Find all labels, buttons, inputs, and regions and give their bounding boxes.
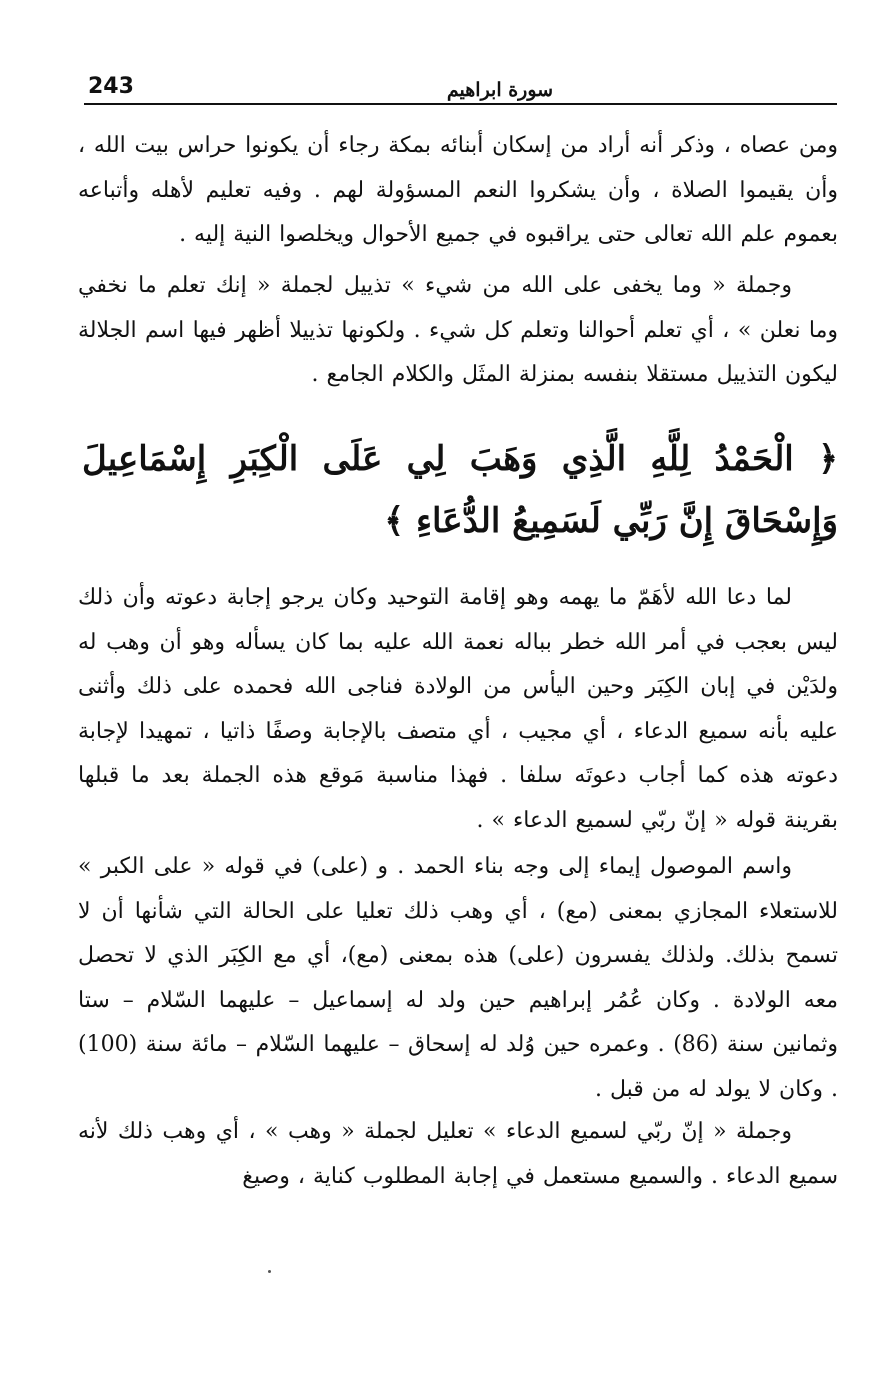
paragraph-5-text: وجملة « إنّ ربّي لسميع الدعاء » تعليل لجملة « وهب » ، أي وهب ذلك لأنه سميع الدعاء . والسميع مستعمل في إجابة المطلوب كناية ، وصيغ bbox=[78, 1119, 838, 1189]
header-rule bbox=[84, 103, 837, 105]
page-number: 243 bbox=[88, 74, 134, 99]
paragraph-5 bbox=[78, 1110, 838, 1199]
paragraph-2 bbox=[78, 264, 838, 398]
scan-speck bbox=[268, 1270, 271, 1273]
paragraph-2-text: وجملة « وما يخفى على الله من شيء » تذييل لجملة « إنك تعلم ما نخفي وما نعلن » ، أي تعلم أحوالنا وتعلم كل شيء . ولكونها تذييلا أظهر فيها اسم الجلالة ليكون التذييل مستقلا بنفسه بمنزلة المثَل والكلام الجامع . bbox=[78, 273, 838, 387]
paragraph-1 bbox=[78, 124, 838, 258]
paragraph-3 bbox=[78, 576, 838, 843]
paragraph-4-text: واسم الموصول إيماء إلى وجه بناء الحمد . و (على) في قوله « على الكبر » للاستعلاء المجازي بمعنى (مع) ، أي وهب ذلك تعليا على الحالة التي شأنها أن لا تسمح بذلك. ولذلك يفسرون (على) هذه بمعنى (مع)، أي مع الكِبَر الذي لا تحصل معه الولادة . وكان عُمُر إبراهيم حين ولد له إسماعيل – عليهما السّلام – ستا وثمانين سنة (86) . وعمره حين وُلد له إسحاق – عليهما السّلام – مائة سنة (100) . وكان لا يولد له من قبل . bbox=[78, 854, 838, 1102]
paragraph-1-text: ومن عصاه ، وذكر أنه أراد من إسكان أبنائه بمكة رجاء أن يكونوا حراس بيت الله ، وأن يقيموا الصلاة ، وأن يشكروا النعم المسؤولة لهم . وفيه تعليم لأهله وأتباعه بعموم علم الله تعالى حتى يراقبوه في جميع الأحوال ويخلصوا النية إليه . bbox=[78, 133, 838, 247]
verse-text: الْحَمْدُ لِلَّهِ الَّذِي وَهَبَ لِي عَلَى الْكِبَرِ إِسْمَاعِيلَ وَإِسْحَاقَ إِنَّ رَبِّي لَسَمِيعُ الدُّعَاءِ bbox=[82, 439, 838, 541]
paragraph-4 bbox=[78, 845, 838, 1112]
paragraph-3-text: لما دعا الله لأهَمّ ما يهمه وهو إقامة التوحيد وكان يرجو إجابة دعوته وأن ذلك ليس بعجب في أمر الله خطر بباله نعمة الله عليه بما كان يسأله وهو أن وهب له ولدَيْن في إبان الكِبَر وحين اليأس من الولادة فناجى الله فحمده على ذلك وأثنى عليه بأنه سميع الدعاء ، أي مجيب ، أي متصف بالإجابة وصفًا ذاتيا ، تمهيدا لإجابة دعوته هذه كما أجاب دعوتَه سلفا . فهذا مناسبة مَوقع هذه الجملة بعد ما قبلها بقرينة قوله « إنّ ربّي لسميع الدعاء » . bbox=[78, 585, 838, 833]
verse-close-bracket: ﴾ bbox=[384, 501, 405, 541]
quran-verse bbox=[82, 428, 838, 552]
running-title: سورة ابراهيم bbox=[446, 79, 554, 101]
verse-open-bracket: ﴿ bbox=[818, 439, 838, 479]
